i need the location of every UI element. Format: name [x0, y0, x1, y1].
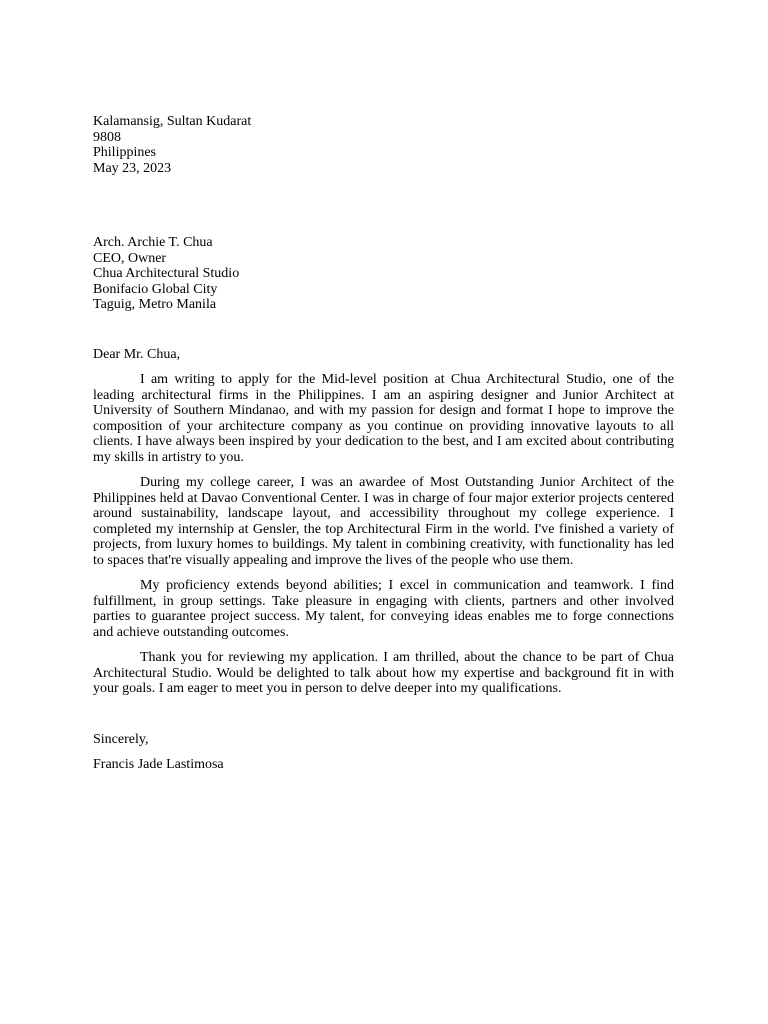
body-paragraph: During my college career, I was an awardee of Most Outstanding Junior Architect of the Philippines held at Davao Conventional Center. I was in charge of four major exterior projects centered around sustainability, landscape layout, and accessibility throughout my college experience. I completed my internship at Gensler, the top Architectural Firm in the world. I've finished a variety of projects, from luxury homes to buildings. My talent in combining creativity, with functionality has led to spaces that're visually appealing and improve the lives of the people who use them.	[93, 475, 674, 568]
cover-letter-page	[93, 114, 674, 773]
signature-name: Francis Jade Lastimosa	[93, 757, 224, 772]
letter-date: May 23, 2023	[93, 160, 172, 176]
body-paragraph: Thank you for reviewing my application. I am thrilled, about the chance to be part of Chua Architectural Studio. Would be delighted to talk about how my expertise and background fit in with your goals. I am eager to meet you in person to delve deeper into my qualifications.	[93, 650, 674, 696]
recipient-name: Arch. Archie T. Chua	[93, 235, 213, 250]
recipient-title: CEO, Owner	[93, 250, 167, 266]
letter-body	[93, 372, 674, 697]
recipient-address-block	[93, 235, 674, 313]
sender-country: Philippines	[93, 145, 157, 160]
sender-address-block	[93, 114, 674, 176]
salutation: Dear Mr. Chua,	[93, 346, 181, 362]
sender-address-line: Kalamansig, Sultan Kudarat	[93, 114, 252, 129]
recipient-address-line-2: Taguig, Metro Manila	[93, 297, 217, 312]
body-paragraph: My proficiency extends beyond abilities; I excel in communication and teamwork. I find fulfillment, in group settings. Take pleasure in engaging with clients, partners and other involved parties to guarantee project success. My talent, for conveying ideas enables me to forge connections and achieve outstanding outcomes.	[93, 578, 674, 640]
body-paragraph: I am writing to apply for the Mid-level position at Chua Architectural Studio, one of the leading architectural firms in the Philippines. I am an aspiring designer and Junior Architect at University of Southern Mindanao, and with my passion for design and format I hope to improve the composition of your architecture company as you continue on providing innovative layouts to all clients. I have always been inspired by your dedication to the best, and I am excited about contributing my skills in artistry to you.	[93, 372, 674, 465]
sender-postal-code: 9808	[93, 129, 121, 145]
closing: Sincerely,	[93, 731, 149, 747]
recipient-address-line-1: Bonifacio Global City	[93, 281, 218, 297]
recipient-company: Chua Architectural Studio	[93, 266, 240, 281]
